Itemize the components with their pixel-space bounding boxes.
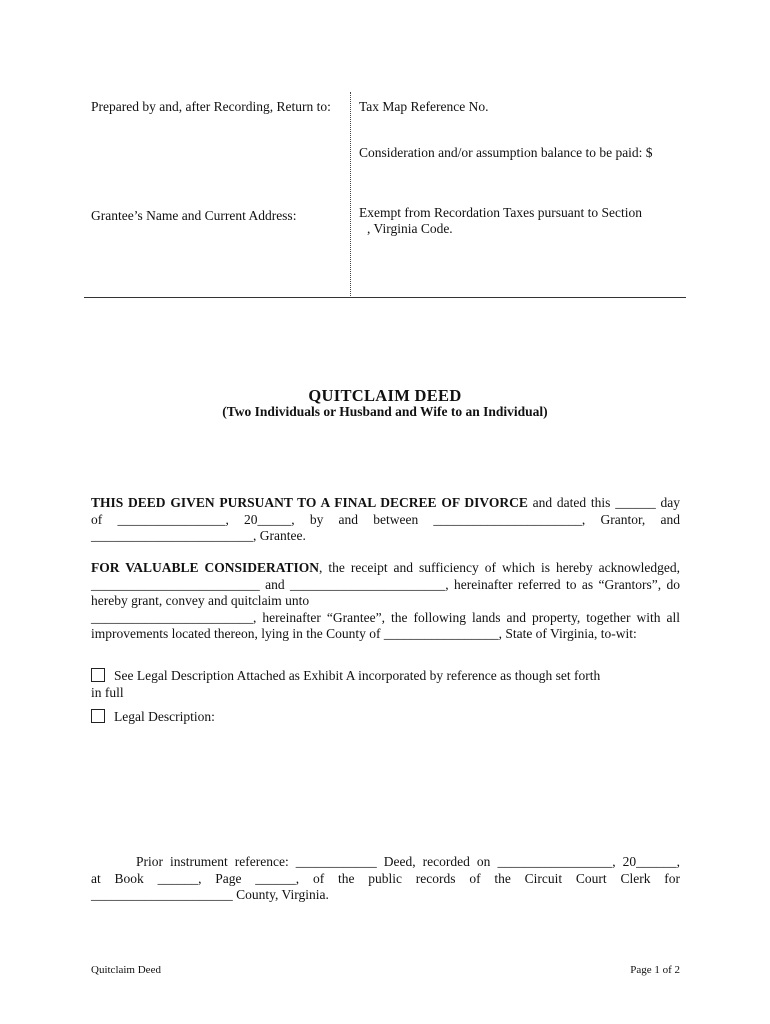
exhibit-option-label: See Legal Description Attached as Exhibit A incorporated by reference as though set forth	[114, 668, 601, 683]
prior-line-2: at Book ______, Page ______, of the public records of the Circuit Court Clerk for	[91, 870, 680, 886]
prior-line-1: Prior instrument reference: ____________ Deed, recorded on _________________, 20______,	[136, 854, 680, 869]
footer-page-number: Page 1 of 2	[630, 964, 680, 976]
document-subtitle: (Two Individuals or Husband and Wife to an Individual)	[222, 404, 548, 419]
legal-description-label: Legal Description:	[114, 709, 215, 724]
prior-line-3: _____________________ County, Virginia.	[91, 887, 329, 902]
header-bottom-rule	[84, 297, 686, 298]
prepared-by-label: Prepared by and, after Recording, Return to:	[91, 99, 331, 114]
para2-line-2: _________________________ and _______________________, hereinafter referred to as “Grantors”, do	[91, 576, 680, 592]
para2-line-1-rest: , the receipt and sufficiency of which is hereby acknowledged,	[319, 560, 680, 575]
divorce-decree-paragraph	[91, 495, 680, 545]
para2-line-5: improvements located thereon, lying in the County of _________________, State of Virginia, to-wit:	[91, 626, 637, 641]
para2-line-1	[91, 560, 680, 577]
para1-line-1-rest: and dated this ______ day	[532, 495, 680, 510]
para1-line-1	[91, 495, 680, 512]
header-vertical-divider	[350, 92, 351, 298]
para2-line-4: ________________________, hereinafter “Grantee”, the following lands and property, together with all	[91, 609, 680, 625]
legal-description-option	[91, 709, 391, 726]
para1-line-2: of ________________, 20_____, by and between ______________________, Grantor, and	[91, 511, 680, 527]
para1-line-3: ________________________, Grantee.	[91, 528, 306, 543]
grantee-address-label: Grantee’s Name and Current Address:	[91, 208, 297, 223]
footer-document-name: Quitclaim Deed	[91, 964, 161, 976]
consideration-label: Consideration and/or assumption balance to be paid: $	[359, 145, 653, 160]
consideration-paragraph	[91, 560, 680, 643]
prior-instrument-paragraph	[91, 854, 680, 904]
document-title: QUITCLAIM DEED	[308, 386, 462, 405]
para1-bold-lead: THIS DEED GIVEN PURSUANT TO A FINAL DECREE OF DIVORCE	[91, 495, 528, 510]
exempt-line-2: , Virginia Code.	[367, 221, 453, 236]
exhibit-option-label-cont: in full	[91, 684, 124, 700]
exhibit-checkbox[interactable]	[91, 668, 105, 682]
legal-description-checkbox[interactable]	[91, 709, 105, 723]
tax-map-label: Tax Map Reference No.	[359, 99, 489, 114]
para2-bold-lead: FOR VALUABLE CONSIDERATION	[91, 560, 320, 575]
para2-line-3: hereby grant, convey and quitclaim unto	[91, 593, 310, 608]
exhibit-option	[91, 668, 651, 701]
exempt-line-1: Exempt from Recordation Taxes pursuant to Section	[359, 205, 642, 220]
